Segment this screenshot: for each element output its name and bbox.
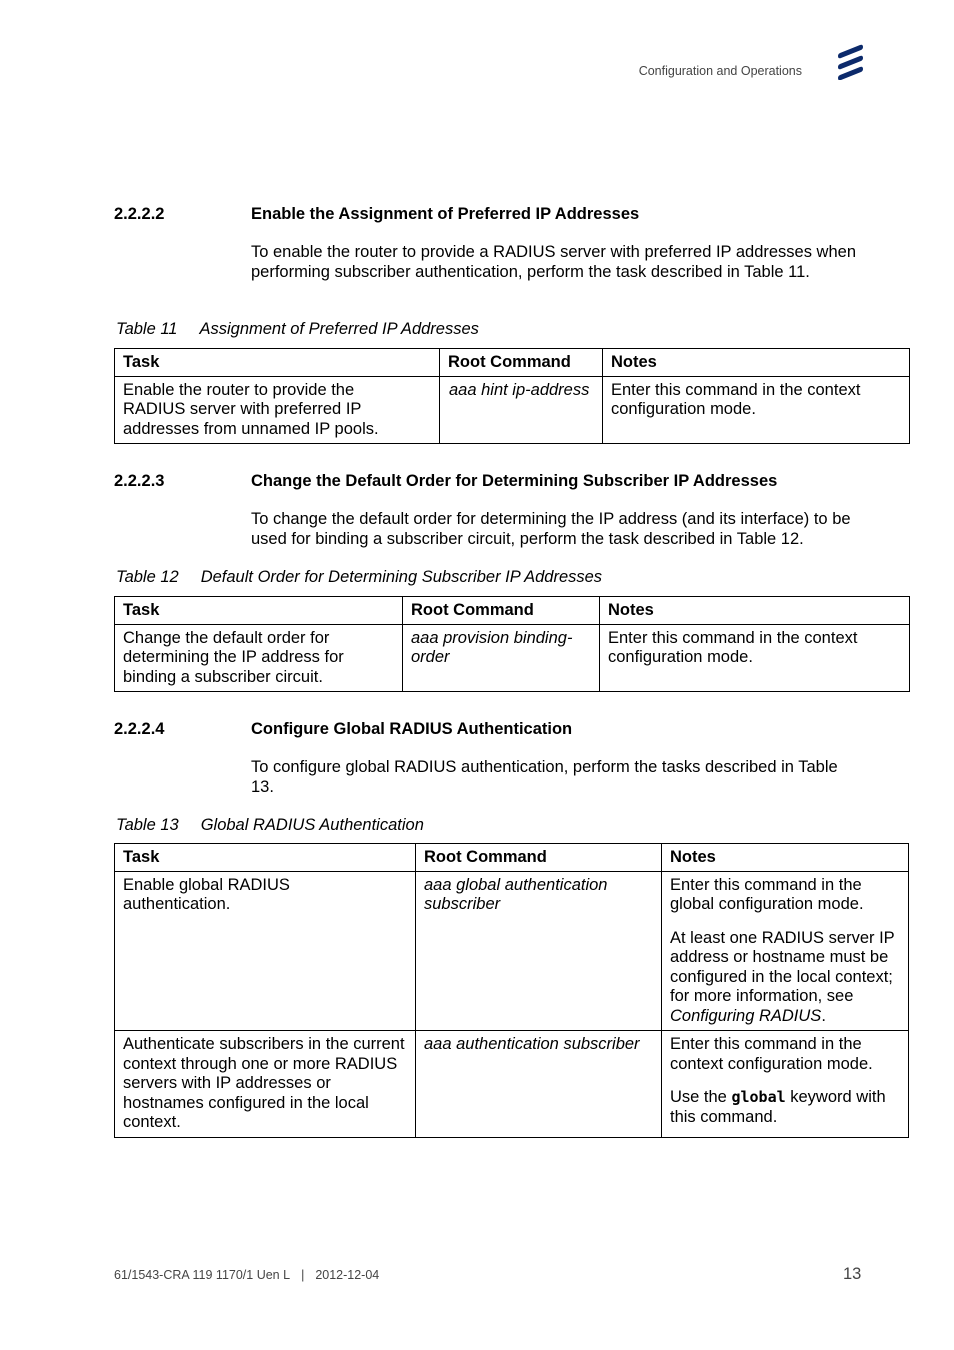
- table-caption: [116, 568, 602, 587]
- footer-doc-id: 61/1543-CRA 119 1170/1 Uen L: [114, 1268, 291, 1282]
- ericsson-logo-icon: [836, 44, 866, 80]
- table-label: Table 13: [116, 816, 179, 834]
- note-pre: Use the: [670, 1088, 727, 1106]
- running-header-title: Configuration and Operations: [638, 64, 802, 78]
- keyword-code: global: [731, 1088, 786, 1106]
- note-text: [670, 929, 902, 1027]
- header-notes: Notes: [662, 844, 909, 872]
- header-root-command: Root Command: [416, 844, 662, 872]
- table-row: [115, 376, 910, 444]
- header-notes: Notes: [600, 597, 910, 625]
- note-text: Enter this command in the context configuration mode.: [670, 1035, 873, 1073]
- table-title: Assignment of Preferred IP Addresses: [199, 320, 479, 338]
- table-title: Default Order for Determining Subscriber IP Addresses: [200, 568, 603, 586]
- table-11: [114, 348, 910, 444]
- table-label: Table 11: [116, 320, 178, 338]
- section-number: 2.2.2.2: [114, 205, 165, 223]
- header-task: Task: [115, 597, 403, 625]
- table-row: [115, 1031, 909, 1138]
- table-header-row: [115, 349, 910, 377]
- section-number: 2.2.2.3: [114, 472, 165, 490]
- section-title: Change the Default Order for Determining Subscriber IP Addresses: [251, 472, 778, 490]
- section-paragraph: To change the default order for determining the IP address (and its interface) to be used for binding a subscriber circuit, perform the task described in Table 12.: [251, 510, 851, 548]
- section-title: Enable the Assignment of Preferred IP Addresses: [251, 205, 640, 223]
- notes-cell: [662, 1031, 909, 1138]
- table-label: Table 12: [116, 568, 179, 586]
- footer-doc-info: [114, 1268, 379, 1282]
- notes-cell: [603, 376, 910, 444]
- footer-separator: |: [301, 1268, 305, 1282]
- command-cell: aaa hint ip-address: [440, 376, 603, 444]
- note-text: Enter this command in the context configuration mode.: [608, 628, 858, 666]
- section-paragraph: To configure global RADIUS authentication, perform the tasks described in Table 13.: [251, 758, 838, 796]
- table-12: [114, 596, 910, 692]
- table-title: Global RADIUS Authentication: [200, 816, 424, 834]
- cross-reference-link[interactable]: Configuring RADIUS: [670, 1006, 822, 1025]
- table-row: [115, 871, 909, 1031]
- table-header-row: [115, 844, 909, 872]
- section-number: 2.2.2.4: [114, 720, 165, 738]
- note-text: [670, 1088, 902, 1127]
- table-13: [114, 843, 909, 1138]
- command-cell: aaa provision binding-order: [403, 624, 600, 692]
- task-cell: Enable global RADIUS authentication.: [115, 871, 416, 1031]
- notes-cell: [662, 871, 909, 1031]
- note-post: keyword with this command.: [670, 1088, 886, 1126]
- header-notes: Notes: [603, 349, 910, 377]
- header-root-command: Root Command: [440, 349, 603, 377]
- command-cell: aaa authentication subscriber: [416, 1031, 662, 1138]
- command-cell: aaa global authentication subscriber: [416, 871, 662, 1031]
- table-caption: [116, 816, 424, 835]
- table-row: [115, 624, 910, 692]
- footer-date: 2012-12-04: [315, 1268, 380, 1282]
- header-task: Task: [115, 349, 440, 377]
- task-cell: Authenticate subscribers in the current context through one or more RADIUS servers with IP addresses or hostnames configured in the local context.: [115, 1031, 416, 1138]
- note-text: Enter this command in the global configuration mode.: [670, 875, 864, 913]
- task-cell: Enable the router to provide the RADIUS server with preferred IP addresses from unnamed IP pools.: [115, 376, 440, 444]
- section-paragraph: To enable the router to provide a RADIUS server with preferred IP addresses when performing subscriber authentication, perform the task described in Table 11.: [251, 243, 857, 281]
- section-title: Configure Global RADIUS Authentication: [251, 720, 573, 738]
- page-number: 13: [843, 1265, 862, 1283]
- header-task: Task: [115, 844, 416, 872]
- note-text: Enter this command in the context configuration mode.: [611, 380, 861, 418]
- note-text-body: At least one RADIUS server IP address or hostname must be configured in the local context; for more information, see: [670, 928, 895, 1005]
- header-root-command: Root Command: [403, 597, 600, 625]
- table-caption: [116, 320, 479, 339]
- note-text-end: .: [821, 1006, 826, 1025]
- task-cell: Change the default order for determining the IP address for binding a subscriber circuit.: [115, 624, 403, 692]
- notes-cell: [600, 624, 910, 692]
- table-header-row: [115, 597, 910, 625]
